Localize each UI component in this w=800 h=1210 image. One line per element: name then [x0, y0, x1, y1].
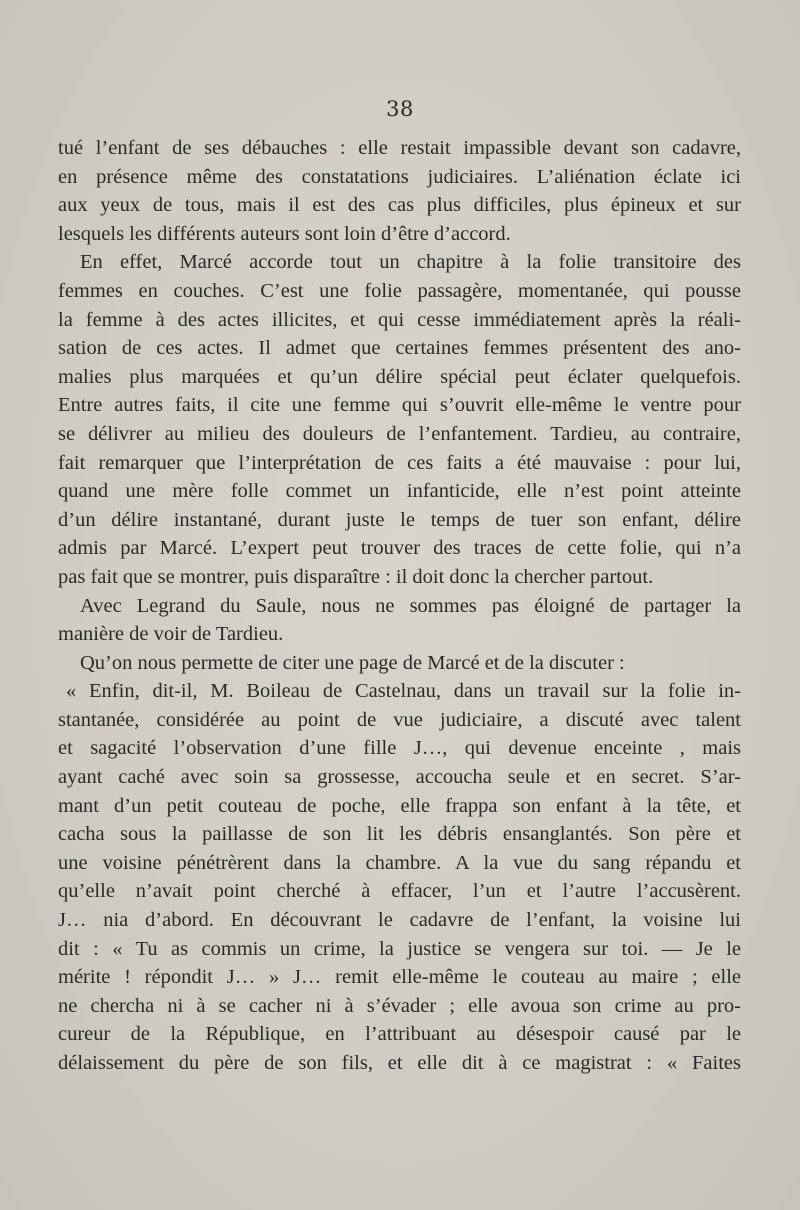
- text-line: mant d’un petit couteau de poche, elle frappa son enfant à la tête, et: [58, 794, 741, 817]
- quotation-paragraph: [58, 677, 741, 1077]
- body-text: [58, 134, 741, 1078]
- text-line: manière de voir de Tardieu.: [58, 623, 284, 646]
- text-line: aux yeux de tous, mais il est des cas plus difficiles, plus épineux et sur: [58, 194, 741, 217]
- page-number: 38: [386, 97, 414, 121]
- paragraph: [58, 592, 741, 649]
- text-line: admis par Marcé. L’expert peut trouver des traces de cette folie, qui n’a: [58, 537, 741, 560]
- text-line: se délivrer au milieu des douleurs de l’enfantement. Tardieu, au contraire,: [58, 422, 741, 445]
- text-line: J… nia d’abord. En découvrant le cadavre de l’enfant, la voisine lui: [58, 909, 741, 932]
- text-line: sation de ces actes. Il admet que certaines femmes présentent des ano-: [58, 337, 741, 360]
- text-line: d’un délire instantané, durant juste le temps de tuer son enfant, délire: [58, 508, 741, 531]
- text-line: Entre autres faits, il cite une femme qui s’ouvrit elle-même le ventre pour: [58, 394, 741, 417]
- text-line: quand une mère folle commet un infanticide, elle n’est point atteinte: [58, 480, 741, 503]
- text-line: ayant caché avec soin sa grossesse, accoucha seule et en secret. S’ar-: [58, 766, 741, 789]
- text-line: lesquels les différents auteurs sont loin d’être d’accord.: [58, 222, 511, 245]
- text-line: mérite ! répondit J… » J… remit elle-même le couteau au maire ; elle: [58, 966, 741, 989]
- text-line: pas fait que se montrer, puis disparaître : il doit donc la chercher partout.: [58, 565, 654, 588]
- text-line: délaissement du père de son fils, et elle dit à ce magistrat : « Faites: [58, 1052, 741, 1074]
- text-line: dit : « Tu as commis un crime, la justice se vengera sur toi. — Je le: [58, 937, 741, 960]
- text-line: malies plus marquées et qu’un délire spécial peut éclater quelquefois.: [58, 365, 741, 388]
- text-line: qu’elle n’avait point cherché à effacer, l’un et l’autre l’accusèrent.: [58, 880, 741, 903]
- text-line: femmes en couches. C’est une folie passagère, momentanée, qui pousse: [58, 279, 741, 302]
- text-line: une voisine pénétrèrent dans la chambre. A la vue du sang répandu et: [58, 851, 741, 874]
- paragraph: [58, 134, 741, 248]
- text-line: stantanée, considérée au point de vue judiciaire, a discuté avec talent: [58, 708, 741, 731]
- paragraph: [58, 649, 741, 678]
- text-line: En effet, Marcé accorde tout un chapitre à la folie transitoire des: [80, 251, 741, 274]
- text-line: cacha sous la paillasse de son lit les débris ensanglantés. Son père et: [58, 823, 741, 846]
- text-line: ne chercha ni à se cacher ni à s’évader ; elle avoua son crime au pro-: [58, 994, 741, 1017]
- text-line: « Enfin, dit-il, M. Boileau de Castelnau, dans un travail sur la folie in-: [66, 680, 741, 703]
- text-line: et sagacité l’observation d’une fille J…, qui devenue enceinte , mais: [58, 737, 741, 760]
- text-line: en présence même des constatations judiciaires. L’aliénation éclate ici: [58, 165, 741, 188]
- text-line: tué l’enfant de ses débauches : elle restait impassible devant son cadavre,: [58, 137, 741, 159]
- paragraph: [58, 248, 741, 591]
- text-line: la femme à des actes illicites, et qui cesse immédiatement après la réali-: [58, 308, 741, 331]
- text-line: cureur de la République, en l’attribuant au désespoir causé par le: [58, 1023, 741, 1046]
- text-line: Avec Legrand du Saule, nous ne sommes pas éloigné de partager la: [80, 594, 741, 617]
- text-line: Qu’on nous permette de citer une page de Marcé et de la discuter :: [80, 651, 625, 674]
- text-line: fait remarquer que l’interprétation de ces faits a été mauvaise : pour lui,: [58, 451, 741, 474]
